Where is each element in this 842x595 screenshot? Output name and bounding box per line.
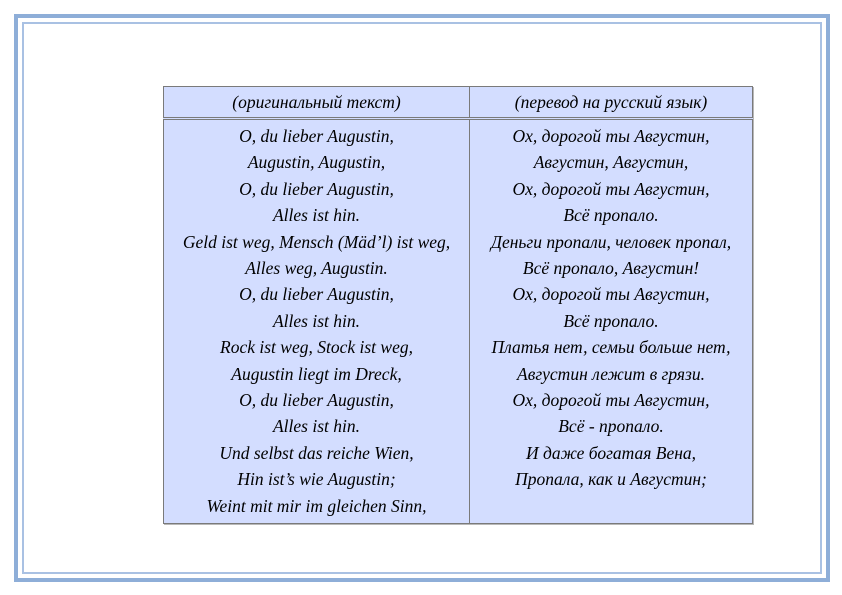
translation-line: Платья нет, семьи больше нет,: [491, 337, 731, 358]
lyric-line: Augustin liegt im Dreck,: [231, 363, 402, 384]
lyric-line: Alles ist hin.: [272, 310, 360, 331]
lyric-line: Geld ist weg, Mensch (Mäd’l) ist weg,: [182, 231, 451, 252]
lyric-line: O, du lieber Augustin,: [239, 390, 394, 411]
translation-line: Деньги пропали, человек пропал,: [490, 231, 732, 252]
lyric-line: O, du lieber Augustin,: [239, 284, 394, 305]
translation-line: Всё - пропало.: [558, 416, 664, 437]
lyric-line: O, du lieber Augustin,: [239, 126, 394, 146]
table-row: [164, 119, 753, 524]
lyric-line: Weint mit mir im gleichen Sinn,: [206, 495, 427, 516]
translation-line: И даже богатая Вена,: [525, 442, 697, 463]
lyric-line: Und selbst das reiche Wien,: [219, 442, 414, 463]
lyrics-table: [163, 86, 753, 524]
lyric-line: O, du lieber Augustin,: [239, 178, 394, 199]
translation-line: Всё пропало.: [563, 205, 659, 226]
translation-line: Всё пропало.: [563, 310, 659, 331]
translation-line: Ох, дорогой ты Августин,: [512, 178, 710, 199]
translation-line: Ох, дорогой ты Августин,: [512, 126, 710, 146]
translation-line: Августин, Августин,: [533, 152, 689, 173]
translation-line: Августин лежит в грязи.: [517, 363, 705, 384]
header-original: (оригинальный текст): [164, 87, 470, 119]
translation-text-cell: [470, 119, 753, 524]
translation-line: Ох, дорогой ты Августин,: [512, 284, 710, 305]
lyric-line: Rock ist weg, Stock ist weg,: [220, 337, 413, 358]
lyric-line: Hin ist’s wie Augustin;: [237, 469, 396, 490]
table-header-row: [164, 87, 753, 119]
lyric-line: Alles ist hin.: [272, 205, 360, 226]
lyric-line: Alles weg, Augustin.: [245, 258, 388, 279]
lyric-line: Alles ist hin.: [272, 416, 360, 437]
translation-line: Всё пропало, Августин!: [522, 258, 700, 279]
header-translation: (перевод на русский язык): [470, 87, 753, 119]
translation-line: Пропала, как и Августин;: [515, 469, 707, 490]
lyric-line: Augustin, Augustin,: [247, 152, 386, 173]
original-text-cell: [164, 119, 470, 524]
translation-line: Ох, дорогой ты Августин,: [512, 390, 710, 411]
